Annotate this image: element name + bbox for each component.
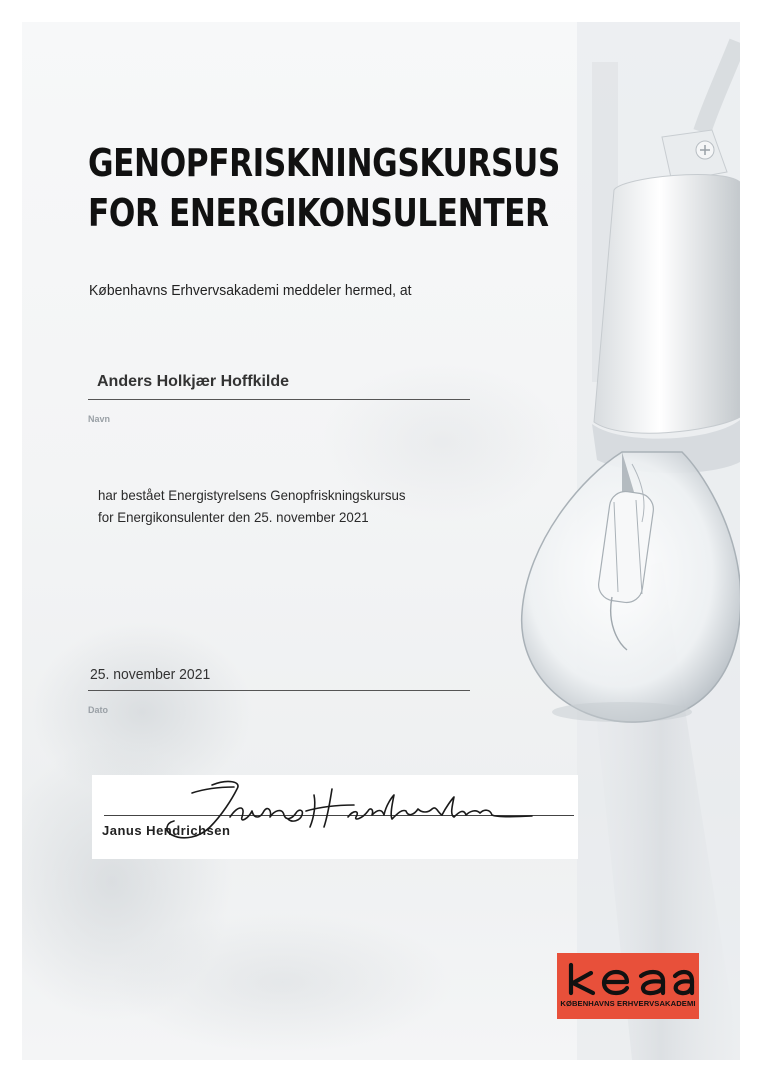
- signature-block: [92, 775, 578, 859]
- title-line-1: GENOPFRISKNINGSKURSUS: [88, 141, 560, 185]
- title-line-2: FOR ENERGIKONSULENTER: [88, 191, 549, 235]
- date-underline: [88, 690, 470, 691]
- statement-line-1: har bestået Energistyrelsens Genopfriskningskursus: [98, 487, 406, 503]
- kea-subtitle: KØBENHAVNS ERHVERVSAKADEMI: [560, 999, 696, 1008]
- signer-name: Janus Hendrichsen: [102, 823, 231, 838]
- recipient-name: Anders Holkjær Hoffkilde: [97, 373, 290, 390]
- kea-logo: [557, 953, 699, 1019]
- statement-line-2: for Energikonsulenter den 25. november 2021: [98, 509, 369, 525]
- completion-statement: [98, 484, 406, 528]
- kea-wordmark-icon: [557, 953, 699, 1019]
- name-underline: [88, 399, 470, 400]
- intro-text: Københavns Erhvervsakademi meddeler hermed, at: [89, 282, 412, 299]
- handwritten-signature: [92, 775, 578, 859]
- name-label: Navn: [88, 414, 111, 424]
- date-label: Dato: [88, 705, 108, 715]
- date-value: 25. november 2021: [90, 666, 211, 683]
- certificate-title: [88, 138, 560, 238]
